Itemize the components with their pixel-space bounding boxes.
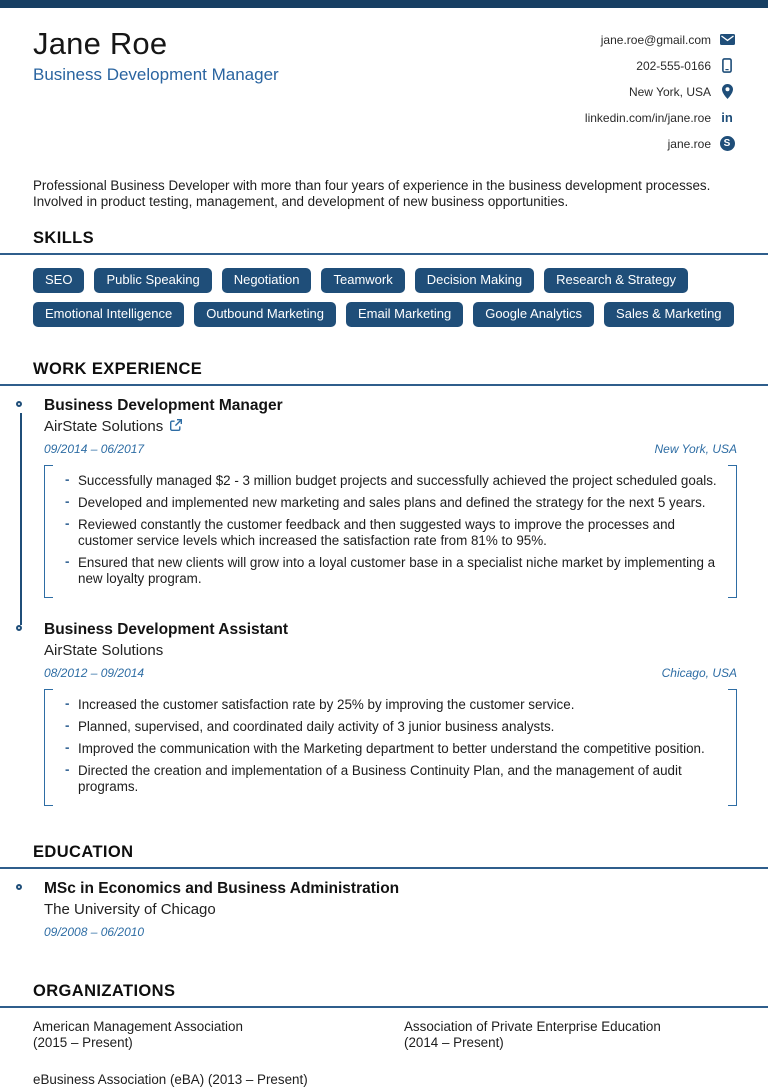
job-dates: 09/2014 – 06/2017 xyxy=(44,442,145,457)
contact-email xyxy=(585,29,735,50)
phone-icon xyxy=(719,58,735,74)
summary-paragraph: Professional Business Developer with more than four years of experience in the business development processes. Involved in product testing, management, and development of new business opportunities. xyxy=(33,178,711,209)
education-heading: EDUCATION xyxy=(33,842,134,861)
job-bullet: - Increased the customer satisfaction rate by 25% by improving the customer service. xyxy=(65,697,719,713)
section-education xyxy=(0,843,768,940)
external-link-icon[interactable] xyxy=(170,418,182,436)
organization-name: Association of Private Enterprise Education xyxy=(404,1019,661,1035)
job-bullet: - Ensured that new clients will grow into a loyal customer base in a specialist niche market by implementing a new loyalty program. xyxy=(65,555,719,587)
timeline-dot-icon xyxy=(16,625,22,631)
degree-title: MSc in Economics and Business Administration xyxy=(44,879,400,897)
education-dates: 09/2008 – 06/2010 xyxy=(44,925,145,940)
section-divider xyxy=(0,867,768,869)
organization-dates: (2014 – Present) xyxy=(404,1034,504,1050)
job-bullet: - Improved the communication with the Marketing department to better understand the competitive position. xyxy=(65,741,719,757)
bracket-right xyxy=(728,465,737,597)
linkedin-icon: in xyxy=(721,110,733,125)
job-location: New York, USA xyxy=(654,442,737,457)
organization-dates: (2015 – Present) xyxy=(33,1034,133,1050)
job-highlights xyxy=(44,689,737,805)
skill-badge: Google Analytics xyxy=(473,302,594,327)
contact-phone-text: 202-555-0166 xyxy=(636,58,711,73)
job-bullet: - Directed the creation and implementation of a Business Continuity Plan, and the management of audit programs. xyxy=(65,763,719,795)
top-accent-bar xyxy=(0,0,768,8)
contact-list xyxy=(585,29,735,154)
bracket-left xyxy=(44,689,53,805)
organization-name: American Management Association xyxy=(33,1019,243,1035)
job-title: Business Development Assistant xyxy=(44,620,289,638)
timeline-dot-icon xyxy=(16,401,22,407)
job-title: Business Development Manager xyxy=(44,396,283,414)
organizations-list xyxy=(0,1008,768,1087)
school-name: The University of Chicago xyxy=(44,901,216,919)
skill-badge: Emotional Intelligence xyxy=(33,302,184,327)
contact-linkedin xyxy=(585,107,735,128)
skill-badge: Negotiation xyxy=(222,268,312,293)
skills-heading: SKILLS xyxy=(33,228,95,247)
mail-icon xyxy=(719,32,735,48)
section-organizations xyxy=(0,982,768,1087)
timeline-line xyxy=(20,413,22,625)
education-entry xyxy=(0,880,768,940)
section-work-experience xyxy=(0,360,768,806)
work-entry xyxy=(0,397,768,598)
organization-item xyxy=(404,1019,735,1051)
skill-badge: Outbound Marketing xyxy=(194,302,336,327)
job-location: Chicago, USA xyxy=(661,666,737,681)
resume-header xyxy=(0,8,768,154)
section-divider xyxy=(0,384,768,386)
work-timeline xyxy=(0,397,768,806)
job-bullet: - Developed and implemented new marketing and sales plans and defined the strategy for the next 5 years. xyxy=(65,495,719,511)
contact-skype xyxy=(585,133,735,154)
organizations-heading: ORGANIZATIONS xyxy=(33,982,176,1001)
job-bullet: - Reviewed constantly the customer feedback and then suggested ways to improve the processes and customer service levels which increased the satisfaction rate from 81% to 95%. xyxy=(65,517,719,549)
timeline-dot-icon xyxy=(16,884,22,890)
work-heading: WORK EXPERIENCE xyxy=(33,359,203,378)
organization-item xyxy=(33,1072,404,1088)
contact-location-text: New York, USA xyxy=(628,84,711,99)
job-headline: Business Development Manager xyxy=(33,65,279,85)
job-bullet: - Planned, supervised, and coordinated daily activity of 3 junior business analysts. xyxy=(65,719,719,735)
job-bullet: - Successfully managed $2 - 3 million budget projects and successfully achieved the project scheduled goals. xyxy=(65,473,719,489)
company-name: AirState Solutions xyxy=(44,642,164,660)
skill-badge: Email Marketing xyxy=(346,302,463,327)
organization-item xyxy=(33,1019,404,1051)
skill-badge: Decision Making xyxy=(415,268,534,293)
identity-block xyxy=(33,27,279,154)
contact-linkedin-text: linkedin.com/in/jane.roe xyxy=(584,110,711,125)
bracket-left xyxy=(44,465,53,597)
skills-list xyxy=(0,255,768,327)
contact-email-text: jane.roe@gmail.com xyxy=(600,32,711,47)
company-name: AirState Solutions xyxy=(44,418,164,436)
skill-badge: Teamwork xyxy=(321,268,404,293)
location-icon xyxy=(719,84,735,100)
contact-skype-text: jane.roe xyxy=(667,136,711,151)
contact-location xyxy=(585,81,735,102)
skype-icon: S xyxy=(719,136,735,152)
contact-phone xyxy=(585,55,735,76)
bracket-right xyxy=(728,689,737,805)
skill-badge: Research & Strategy xyxy=(544,268,688,293)
job-dates: 08/2012 – 09/2014 xyxy=(44,666,145,681)
person-name: Jane Roe xyxy=(33,26,168,61)
work-entry xyxy=(0,621,768,806)
job-highlights xyxy=(44,465,737,597)
skill-badge: Public Speaking xyxy=(94,268,211,293)
skill-badge: SEO xyxy=(33,268,84,293)
organization-name: eBusiness Association (eBA) (2013 – Present) xyxy=(33,1071,308,1087)
section-skills xyxy=(0,229,768,327)
skill-badge: Sales & Marketing xyxy=(604,302,734,327)
